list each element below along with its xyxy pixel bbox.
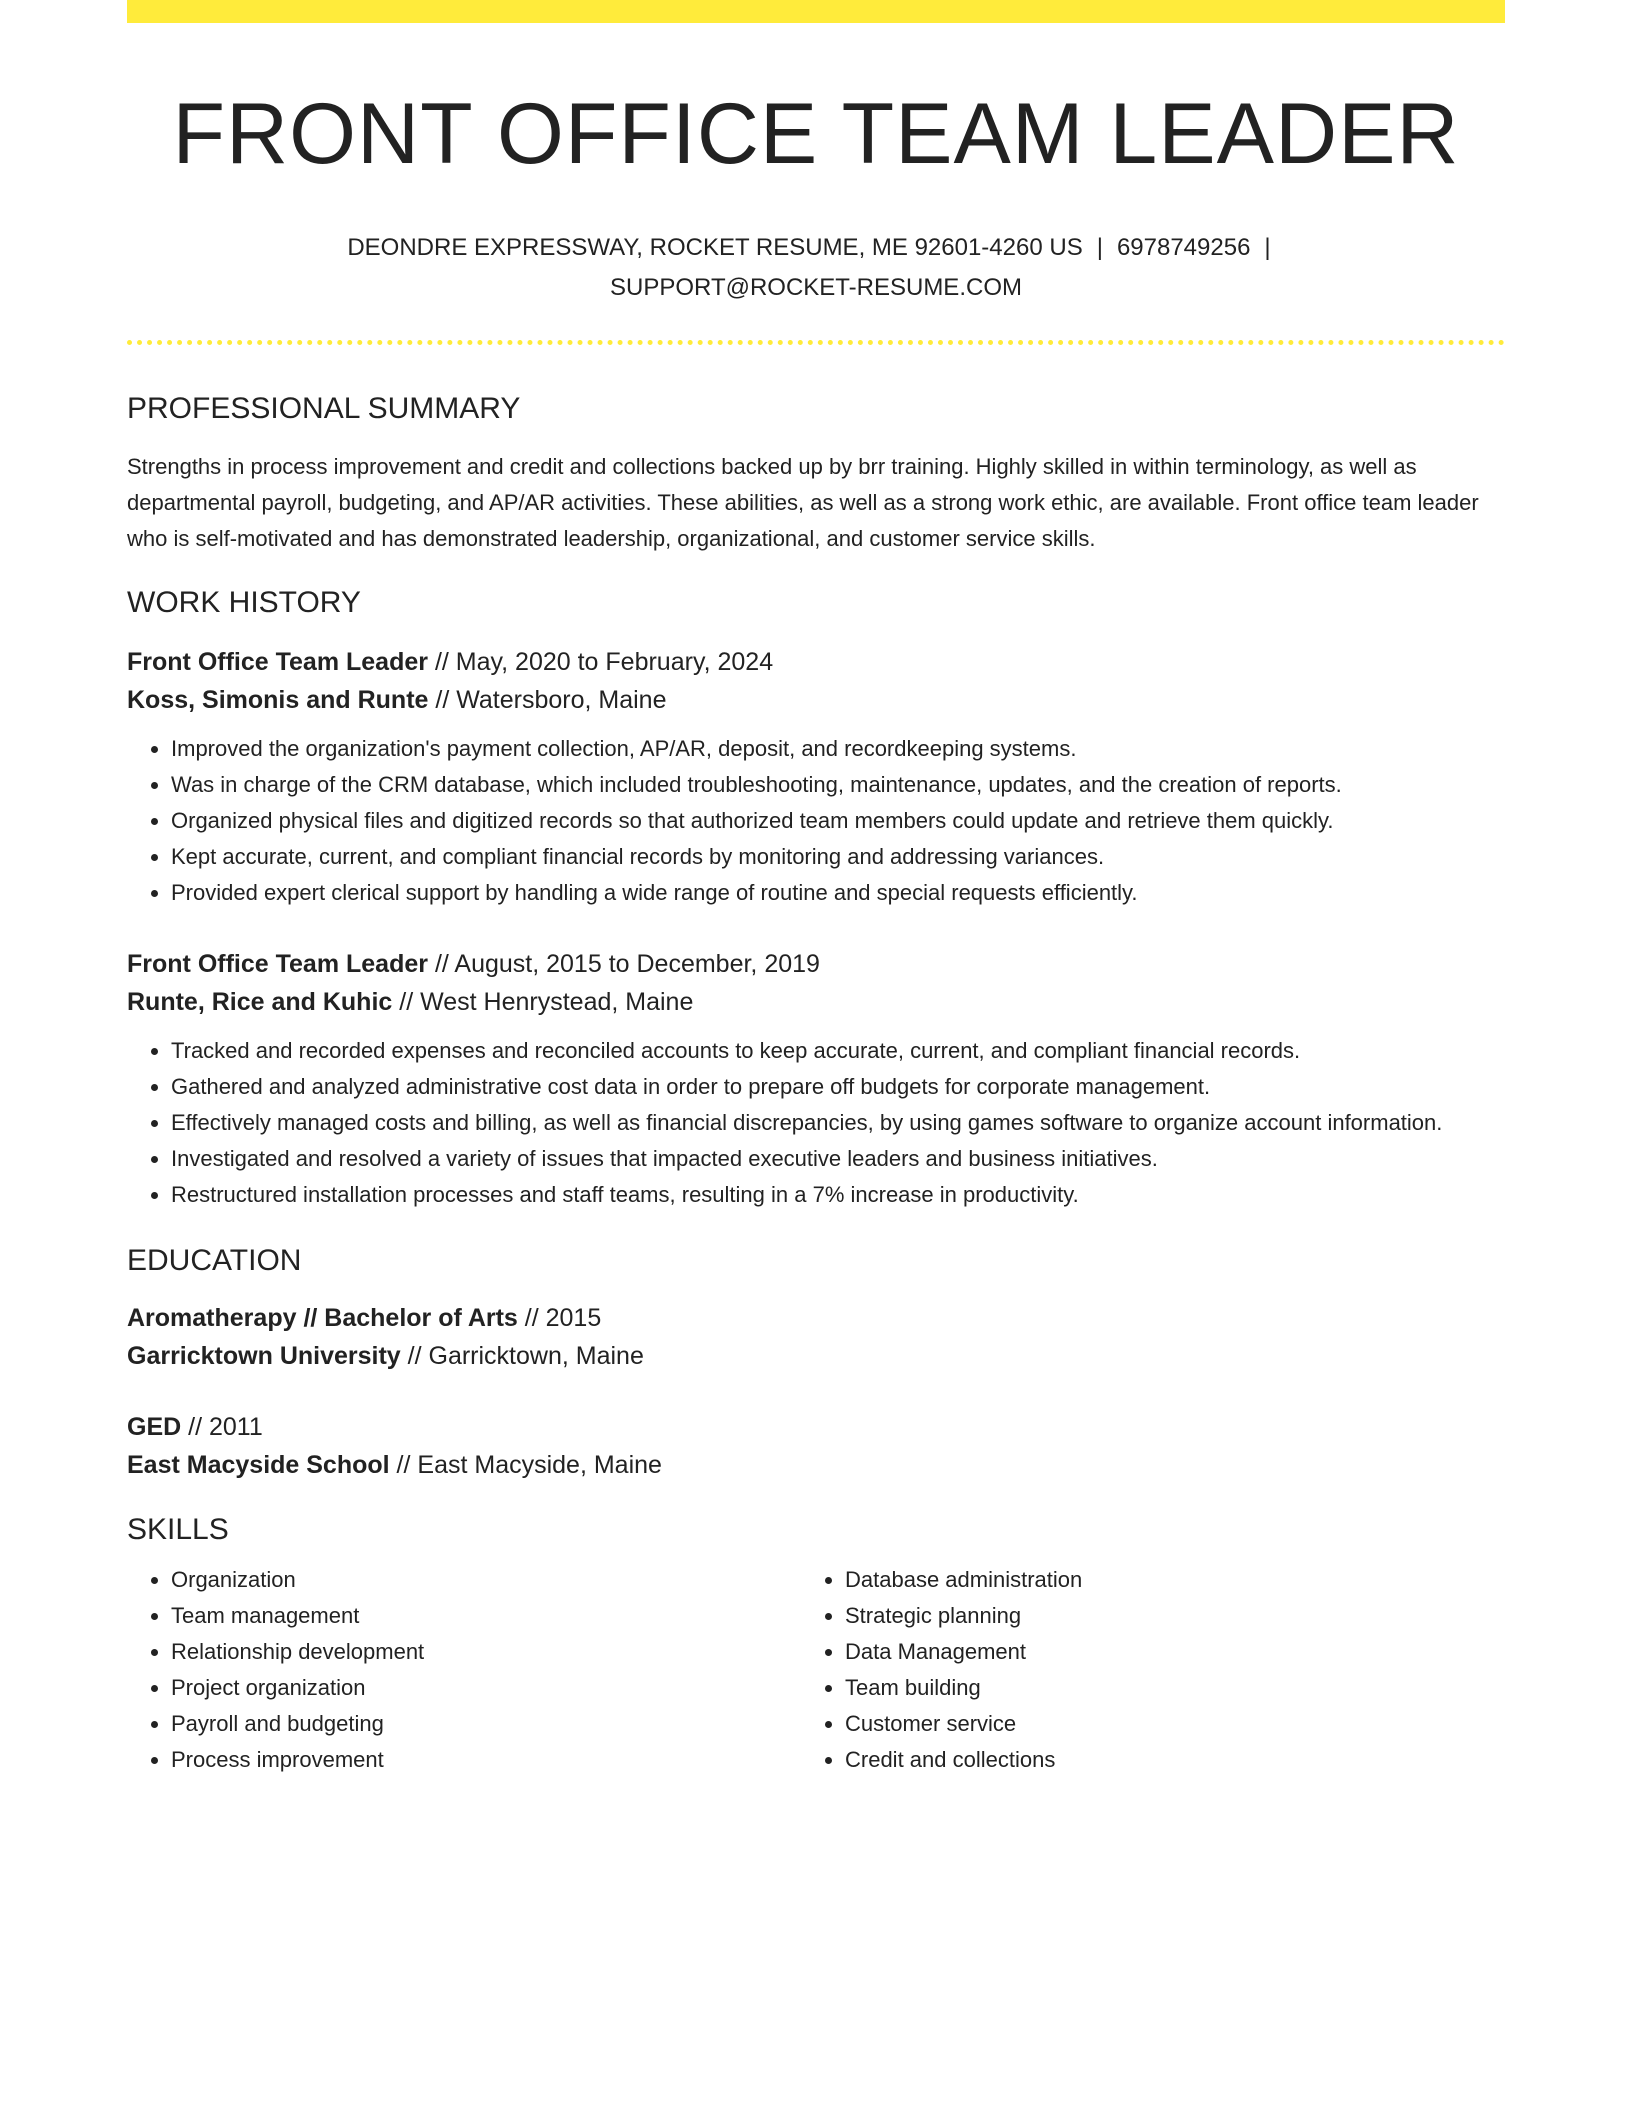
skills-column-right [801, 1562, 1475, 1778]
education-degree: Aromatherapy // Bachelor of Arts [127, 1304, 518, 1333]
contact-address: DEONDRE EXPRESSWAY, ROCKET RESUME, ME 92601-4260 US [347, 234, 1083, 262]
education-year: // 2011 [181, 1413, 263, 1442]
accent-top-bar [127, 0, 1505, 23]
contact-phone: 6978749256 [1116, 234, 1251, 262]
job-bullet: • Tracked and recorded expenses and reconciled accounts to keep accurate, current, and compliant financial records. [171, 1033, 1505, 1069]
job-role: Front Office Team Leader [127, 648, 428, 677]
job-dates: // August, 2015 to December, 2019 [428, 950, 820, 979]
job-bullet: • Restructured installation processes and staff teams, resulting in a 7% increase in productivity. [171, 1177, 1505, 1213]
contact-separator: | [1096, 234, 1103, 262]
education-location: // East Macyside, Maine [389, 1451, 662, 1480]
education-school-line [127, 1446, 1505, 1484]
skills-list [127, 1562, 1505, 1778]
education-school: Garricktown University [127, 1342, 401, 1371]
skill-item: • Project organization [171, 1670, 801, 1706]
contact-email[interactable]: SUPPORT@ROCKET-RESUME.COM [610, 274, 1022, 302]
job-bullet: • Organized physical files and digitized records so that authorized team members could update and retrieve them quickly. [171, 803, 1505, 839]
dotted-divider [127, 340, 1505, 345]
education-year: // 2015 [517, 1304, 602, 1333]
job-bullet: • Kept accurate, current, and compliant financial records by monitoring and addressing variances. [171, 839, 1505, 875]
resume-title: FRONT OFFICE TEAM LEADER [172, 86, 1460, 182]
education-location: // Garricktown, Maine [400, 1342, 644, 1371]
education-school: East Macyside School [127, 1451, 390, 1480]
job-dates: // May, 2020 to February, 2024 [428, 648, 774, 677]
job-role: Front Office Team Leader [127, 950, 428, 979]
job-company-line [127, 681, 1505, 719]
job-bullet: • Provided expert clerical support by handling a wide range of routine and special requests efficiently. [171, 875, 1505, 911]
skill-item: • Database administration [845, 1562, 1475, 1598]
job-entry [127, 945, 1505, 1213]
skill-item: • Payroll and budgeting [171, 1706, 801, 1742]
skill-item: • Team management [171, 1598, 801, 1634]
skill-item: • Team building [845, 1670, 1475, 1706]
skill-item: • Data Management [845, 1634, 1475, 1670]
job-title-line [127, 643, 1505, 681]
education-entry [127, 1408, 1505, 1484]
summary-heading: PROFESSIONAL SUMMARY [127, 392, 521, 426]
skill-item: • Strategic planning [845, 1598, 1475, 1634]
education-degree-line [127, 1299, 1505, 1337]
skill-item: • Organization [171, 1562, 801, 1598]
summary-text: Strengths in process improvement and credit and collections backed up by brr training. Highly skilled in within terminology, as well as departmental payroll, budgeting, and AP/AR activities. These abilities, as well as a strong work ethic, are available. Front office team leader who is self-motivated and has demonstrated leadership, organizational, and customer service skills. [127, 454, 1479, 552]
contact-info [316, 228, 1316, 308]
contact-separator: | [1264, 234, 1271, 262]
job-title-line [127, 945, 1505, 983]
job-bullet: • Investigated and resolved a variety of issues that impacted executive leaders and business initiatives. [171, 1141, 1505, 1177]
skill-item: • Process improvement [171, 1742, 801, 1778]
job-bullets [127, 731, 1505, 911]
skills-heading: SKILLS [127, 1513, 229, 1547]
education-degree-line [127, 1408, 1505, 1446]
skill-item: • Relationship development [171, 1634, 801, 1670]
education-heading: EDUCATION [127, 1244, 302, 1278]
job-location: // West Henrystead, Maine [392, 988, 694, 1017]
resume-page [127, 0, 1505, 1778]
education-school-line [127, 1337, 1505, 1375]
skill-item: • Customer service [845, 1706, 1475, 1742]
job-bullet: • Was in charge of the CRM database, which included troubleshooting, maintenance, updates, and the creation of reports. [171, 767, 1505, 803]
job-company: Koss, Simonis and Runte [127, 686, 429, 715]
job-location: // Watersboro, Maine [428, 686, 667, 715]
education-entry [127, 1299, 1505, 1375]
education-degree: GED [127, 1413, 182, 1442]
job-bullet: • Improved the organization's payment collection, AP/AR, deposit, and recordkeeping systems. [171, 731, 1505, 767]
skill-item: • Credit and collections [845, 1742, 1475, 1778]
job-entry [127, 643, 1505, 911]
job-company: Runte, Rice and Kuhic [127, 988, 393, 1017]
job-bullets [127, 1033, 1505, 1213]
skills-column-left [127, 1562, 801, 1778]
work-history-heading: WORK HISTORY [127, 586, 361, 620]
job-bullet: • Effectively managed costs and billing, as well as financial discrepancies, by using games software to organize account information. [171, 1105, 1505, 1141]
job-bullet: • Gathered and analyzed administrative cost data in order to prepare off budgets for corporate management. [171, 1069, 1505, 1105]
job-company-line [127, 983, 1505, 1021]
